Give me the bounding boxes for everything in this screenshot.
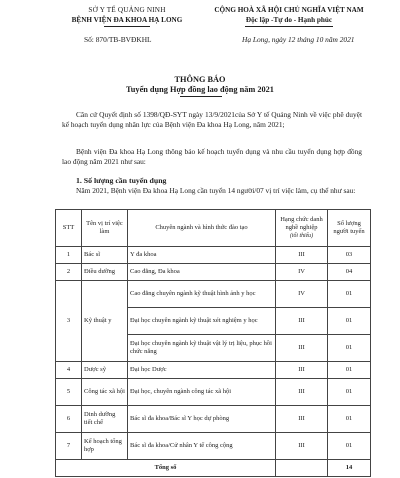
cell-major: Đại học chuyên ngành kỹ thuật vật lý trị liệu, phục hồi chức năng (128, 335, 276, 362)
total-label: Tổng số (56, 460, 276, 477)
cell-count: 01 (328, 308, 371, 335)
issuer-block (52, 6, 202, 27)
cell-position: Điều dưỡng (82, 264, 128, 281)
motto-underline (245, 26, 333, 27)
cell-stt: 4 (56, 362, 82, 379)
cell-major: Bác sĩ đa khoa/Cử nhân Y tế công cộng (128, 433, 276, 460)
issuer-hospital: BỆNH VIỆN ĐA KHOA HẠ LONG (71, 15, 183, 24)
cell-stt: 1 (56, 247, 82, 264)
cell-rank: III (276, 247, 328, 264)
subtitle-underline (180, 96, 222, 97)
cell-rank: IV (276, 264, 328, 281)
cell-rank: III (276, 308, 328, 335)
cell-rank: III (276, 335, 328, 362)
motto: Độc lập -Tự do - Hạnh phúc (245, 15, 333, 24)
cell-count: 01 (328, 379, 371, 406)
section-heading: 1. Số lượng cần tuyển dụng (76, 176, 167, 185)
table-row (56, 362, 371, 379)
cell-rank: III (276, 433, 328, 460)
cell-major: Đại học chuyên ngành kỹ thuật xét nghiệm y học (128, 308, 276, 335)
cell-rank: IV (276, 281, 328, 308)
cell-stt: 3 (56, 281, 82, 362)
cell-stt: 7 (56, 433, 82, 460)
issuer-underline (104, 26, 150, 27)
table-row (56, 379, 371, 406)
cell-position: Dược sỹ (82, 362, 128, 379)
header-stt: STT (56, 210, 82, 247)
issuer-department: SỞ Y TẾ QUẢNG NINH (88, 6, 166, 14)
country-name: CỘNG HOÀ XÃ HỘI CHỦ NGHĨA VIỆT NAM (214, 6, 364, 14)
header-rank (276, 210, 328, 247)
national-motto-block (198, 6, 380, 27)
document-title: THÔNG BÁO (174, 75, 226, 84)
table-row (56, 264, 371, 281)
cell-count: 03 (328, 247, 371, 264)
table-row (56, 281, 371, 308)
cell-major: Cao đẳng, Đa khoa (128, 264, 276, 281)
cell-stt: 6 (56, 406, 82, 433)
cell-position: Bác sĩ (82, 247, 128, 264)
table-header-row (56, 210, 371, 247)
paragraph-legal-basis: Căn cứ Quyết định số 1398/QĐ-SYT ngày 13/9/2021của Sở Y tế Quảng Ninh về việc phê duyệt kế hoạch tuyển dụng nhân lực của Bệnh viện Đa khoa Hạ Long, năm 2021; (62, 110, 362, 129)
table-row (56, 433, 371, 460)
cell-count: 01 (328, 433, 371, 460)
header-rank-note: (tối thiểu) (289, 233, 314, 239)
cell-position: Kế hoạch tổng hợp (82, 433, 128, 460)
header-major: Chuyên ngành và hình thức đào tạo (128, 210, 276, 247)
cell-major: Bác sĩ đa khoa/Bác sĩ Y học dự phòng (128, 406, 276, 433)
cell-count: 01 (328, 362, 371, 379)
cell-rank: III (276, 362, 328, 379)
cell-major: Y đa khoa (128, 247, 276, 264)
cell-position: Kỹ thuật y (82, 281, 128, 362)
cell-stt: 2 (56, 264, 82, 281)
cell-stt: 5 (56, 379, 82, 406)
paragraph-announcement: Bệnh viện Đa khoa Hạ Long thông báo kế hoạch tuyển dụng và nhu cầu tuyển dụng hợp đồng lao động năm 2021 như sau: (62, 147, 362, 166)
total-count: 14 (328, 460, 371, 477)
table-row (56, 247, 371, 264)
total-empty-cell (276, 460, 328, 477)
paragraph-quantity: Năm 2021, Bệnh viện Đa khoa Hạ Long cần tuyển 14 người/07 vị trí việc làm, cụ thể như sau: (76, 186, 356, 195)
table-total-row (56, 460, 371, 477)
cell-count: 04 (328, 264, 371, 281)
cell-count: 01 (328, 406, 371, 433)
document-subtitle: Tuyển dụng Hợp đồng lao động năm 2021 (126, 85, 274, 94)
date-line: Hạ Long, ngày 12 tháng 10 năm 2021 (242, 35, 355, 44)
cell-count: 01 (328, 335, 371, 362)
header-count: Số lượng người tuyển (328, 210, 371, 247)
cell-count: 01 (328, 281, 371, 308)
cell-rank: III (276, 406, 328, 433)
cell-major: Cao đẳng chuyên ngành kỹ thuật hình ảnh y học (128, 281, 276, 308)
header-position: Tên vị trí việc làm (82, 210, 128, 247)
table-row (56, 406, 371, 433)
cell-position: Công tác xã hội (82, 379, 128, 406)
cell-major: Đại học, chuyên ngành công tác xã hội (128, 379, 276, 406)
recruitment-table (55, 209, 371, 477)
cell-major: Đại học Dược (128, 362, 276, 379)
cell-rank: III (276, 379, 328, 406)
document-number: Số: 870/TB-BVĐKHL (84, 35, 152, 44)
header-rank-label: Hạng chức danh nghề nghiệp (280, 216, 323, 231)
cell-position: Dinh dưỡng tiết chế (82, 406, 128, 433)
